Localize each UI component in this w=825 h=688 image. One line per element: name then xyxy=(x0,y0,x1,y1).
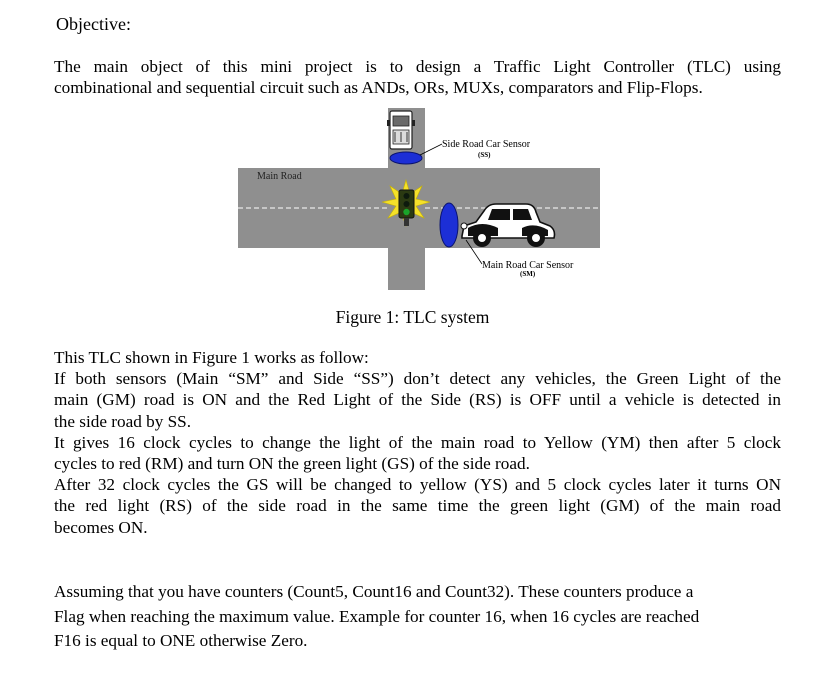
objective-paragraph xyxy=(54,56,781,98)
description-paragraph xyxy=(54,347,781,538)
description-line: cycles to red (RM) and turn ON the green light (GS) of the side road. xyxy=(54,454,530,474)
main-road-label: Main Road xyxy=(257,171,302,182)
figure-caption: Figure 1: TLC system xyxy=(335,307,490,327)
main-sensor-label: Main Road Car Sensor xyxy=(482,260,574,271)
description-line: the side road by SS. xyxy=(54,411,192,431)
description-line: After 32 clock cycles the GS will be changed to yellow (YS) and 5 clock cycles later it turns ON xyxy=(54,475,781,495)
truck-icon xyxy=(387,111,415,149)
assumption-paragraph xyxy=(54,580,781,654)
description-line: If both sensors (Main “SM” and Side “SS”) don’t detect any vehicles, the Green Light of the xyxy=(54,369,781,389)
assumption-line: Flag when reaching the maximum value. Example for counter 16, when 16 cycles are reached xyxy=(54,606,700,626)
side-sensor-ss xyxy=(390,152,422,164)
description-line: becomes ON. xyxy=(54,517,148,537)
description-line: It gives 16 clock cycles to change the light of the main road to Yellow (YM) then after 5 clock xyxy=(54,432,781,452)
side-sensor-abbr: (SS) xyxy=(478,151,491,159)
objective-heading: Objective: xyxy=(56,14,131,34)
main-sensor-abbr: (SM) xyxy=(520,270,536,278)
description-line: the red light (RS) of the side road in the same time the green light (GM) of the main road xyxy=(54,496,781,516)
assumption-line: F16 is equal to ONE otherwise Zero. xyxy=(54,631,308,650)
description-line: This TLC shown in Figure 1 works as follow: xyxy=(54,348,369,367)
assumption-line: Assuming that you have counters (Count5, Count16 and Count32). These counters produce a xyxy=(54,582,694,601)
main-sensor-sm xyxy=(440,203,458,247)
description-line: main (GM) road is ON and the Red Light of the Side (RS) is OFF until a vehicle is detected in xyxy=(54,390,781,410)
objective-line: The main object of this mini project is to design a Traffic Light Controller (TLC) using xyxy=(54,57,781,76)
objective-line: combinational and sequential circuit such as ANDs, ORs, MUXs, comparators and Flip-Flops. xyxy=(54,78,703,98)
side-sensor-label: Side Road Car Sensor xyxy=(442,139,531,150)
tlc-figure xyxy=(236,108,608,293)
